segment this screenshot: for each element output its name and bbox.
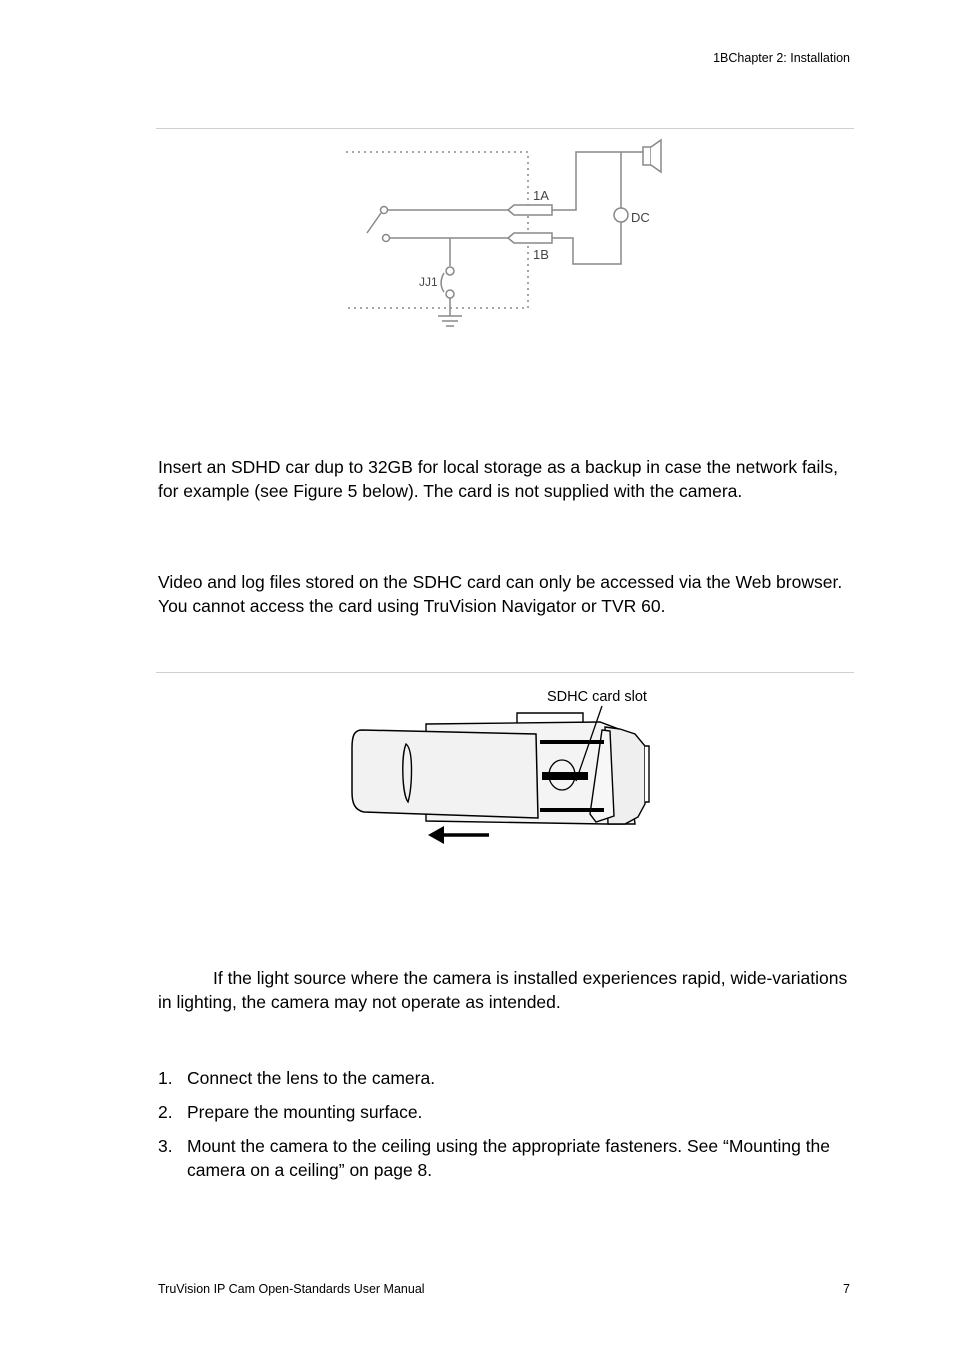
label-1a: 1A [533, 188, 549, 203]
step-number: 2. [158, 1102, 173, 1122]
running-header: 1BChapter 2: Installation [713, 51, 850, 65]
label-jj1: JJ1 [419, 275, 438, 289]
sdhc-paragraph: Insert an SDHD car dup to 32GB for local storage as a backup in case the network fails, for example (see Figure 5 below). The card is not supplied with the camera. [158, 457, 838, 501]
step-text: Mount the camera to the ceiling using the appropriate fasteners. See “Mounting the camera on a ceiling” on page 8. [187, 1136, 831, 1180]
label-dc: DC [631, 210, 650, 225]
list-item [158, 1066, 858, 1090]
footer-page-number: 7 [843, 1282, 850, 1296]
wiring-diagram [340, 138, 680, 338]
list-item [158, 1134, 858, 1182]
camera-sdhc-figure [340, 684, 680, 854]
footer-manual-title: TruVision IP Cam Open-Standards User Manual [158, 1282, 425, 1296]
installation-steps [158, 1066, 858, 1192]
step-text: Prepare the mounting surface. [187, 1102, 423, 1122]
lighting-note: If the light source where the camera is installed experiences rapid, wide-variations in lighting, the camera may not operate as intended. [158, 968, 848, 1012]
figure-top-rule [156, 128, 854, 129]
step-number: 1. [158, 1068, 173, 1088]
step-text: Connect the lens to the camera. [187, 1068, 436, 1088]
list-item [158, 1100, 858, 1124]
figure-5-top-rule [156, 672, 854, 673]
sdhc-card-slot-callout: SDHC card slot [547, 689, 647, 705]
label-1b: 1B [533, 247, 549, 262]
step-number: 3. [158, 1136, 173, 1156]
sdhc-access-paragraph: Video and log files stored on the SDHC card can only be accessed via the Web browser. You cannot access the card using TruVision Navigator or TVR 60. [158, 572, 843, 616]
